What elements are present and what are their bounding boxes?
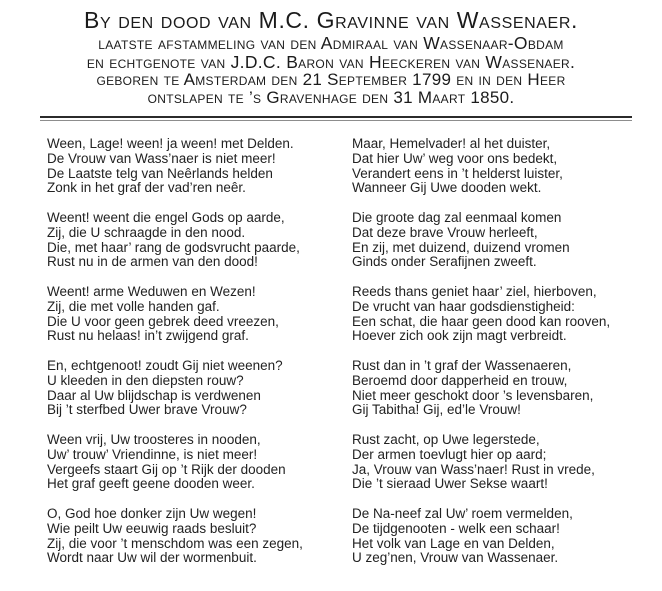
poem-line: Het graf geeft geene dooden weer.	[47, 476, 255, 492]
poem-line: Het volk van Lage en van Delden,	[352, 535, 555, 551]
poem-line: Maar, Hemelvader! al het duister,	[352, 136, 551, 151]
poem-line: Verandert eens in ’t helderst luister,	[352, 165, 563, 181]
poem-line: Ginds onder Serafijnen zweeft.	[352, 254, 537, 270]
poem-line: Zij, die met volle handen gaf.	[47, 298, 220, 314]
stanza	[47, 359, 337, 418]
stanza	[47, 507, 337, 566]
stanza	[47, 433, 337, 492]
poem-column-left	[47, 137, 337, 581]
poem-line: De Laatste telg van Neêrlands helden	[47, 165, 273, 181]
poem-line: Dat deze brave Vrouw herleeft,	[352, 224, 538, 240]
poem-line: De vrucht van haar godsdienstigheid:	[352, 298, 575, 314]
poem-line: Die, met haar’ rang de godsvrucht paarde,	[47, 239, 300, 255]
poem-line: De tijdgenooten - welk een schaar!	[352, 520, 560, 536]
poem-line: Gij Tabitha! Gij, ed’le Vrouw!	[352, 402, 521, 418]
stanza	[352, 433, 647, 492]
poem-line: U zeg’nen, Vrouw van Wassenaer.	[352, 550, 559, 566]
poem-line: Wordt naar Uw wil der wormenbuit.	[47, 550, 257, 566]
poem-line: Bij ’t sterfbed Uwer brave Vrouw?	[47, 402, 247, 418]
poem-line: Die ’t sieraad Uwer Sekse waart!	[352, 476, 548, 492]
poem-line: Dat hier Uw’ weg voor ons bedekt,	[352, 150, 558, 166]
poem-line: Ja, Vrouw van Wass’naer! Rust in vrede,	[352, 461, 595, 477]
poem-line: Daar al Uw blijdschap is verdwenen	[47, 387, 261, 403]
poem-line: Weent! weent die engel Gods op aarde,	[47, 209, 285, 225]
stanza	[47, 211, 337, 270]
poem-line: Die groote dag zal eenmaal komen	[352, 209, 562, 225]
poem-line: En, echtgenoot! zoudt Gij niet weenen?	[47, 357, 283, 373]
poem-line: Rust nu helaas! in’t zwijgend graf.	[47, 328, 249, 344]
poem-line: Ween, Lage! ween! ja ween! met Delden.	[47, 136, 294, 151]
poem-line: Weent! arme Weduwen en Wezen!	[47, 283, 256, 299]
poem-line: Wie peilt Uw eeuwig raads besluit?	[47, 520, 257, 536]
poem-line: Rust nu in de armen van den dood!	[47, 254, 258, 270]
poem-line: O, God hoe donker zijn Uw wegen!	[47, 505, 257, 521]
stanza	[47, 285, 337, 344]
stanza	[352, 285, 647, 344]
header-title-line: By den dood van M.C. Gravinne van Wassenaer.	[84, 7, 578, 33]
poem-header	[0, 6, 662, 107]
poem-line: Zij, die U schraagde in den nood.	[47, 224, 246, 240]
poem-line: De Vrouw van Wass’naer is niet meer!	[47, 150, 276, 166]
poem-line: Hoever zich ook zijn magt verbreidt.	[352, 328, 567, 344]
poem-line: De Na-neef zal Uw’ roem vermelden,	[352, 505, 573, 521]
poem-column-right	[352, 137, 647, 581]
poem-line: U kleeden in den diepsten rouw?	[47, 372, 244, 388]
poem-line: Die U voor geen gebrek deed vreezen,	[47, 313, 279, 329]
stanza	[352, 359, 647, 418]
stanza	[47, 137, 337, 196]
poem-line: Beroemd door dapperheid en trouw,	[352, 372, 568, 388]
poem-line: Wanneer Gij Uwe dooden wekt.	[352, 180, 542, 196]
double-rule-divider	[40, 116, 632, 121]
poem-line: Een schat, die haar geen dood kan rooven,	[352, 313, 611, 329]
poem-line: Ween vrij, Uw troosteres in nooden,	[47, 431, 261, 447]
poem-line: Niet meer geschokt door ’s levensbaren,	[352, 387, 594, 403]
stanza	[352, 507, 647, 566]
header-dates-line-1: geboren te Amsterdam den 21 September 1799 en in den Heer	[96, 70, 566, 89]
poem-line: Rust zacht, op Uwe legerstede,	[352, 431, 540, 447]
stanza	[352, 211, 647, 270]
poem-line: Reeds thans geniet haar’ ziel, hierboven,	[352, 283, 597, 299]
poem-line: Der armen toevlugt hier op aard;	[352, 446, 547, 462]
header-subtitle-line-2: en echtgenote van J.D.C. Baron van Heeckeren van Wassenaer.	[86, 51, 576, 72]
header-subtitle-line-1: laatste afstammeling van den Admiraal van Wassenaar-Obdam	[98, 33, 564, 53]
stanza	[352, 137, 647, 196]
header-dates-line-2: ontslapen te ’s Gravenhage den 31 Maart 1850.	[147, 88, 515, 107]
poem-line: Rust dan in ’t graf der Wassenaeren,	[352, 357, 572, 373]
poem-line: Zonk in het graf der vad’ren neêr.	[47, 180, 246, 196]
poem-line: En zij, met duizend, duizend vromen	[352, 239, 570, 255]
poem-line: Zij, die voor ’t menschdom was een zegen,	[47, 535, 303, 551]
poem-line: Uw’ trouw’ Vriendinne, is niet meer!	[47, 446, 258, 462]
poem-line: Vergeefs staart Gij op ’t Rijk der dooden	[47, 461, 286, 477]
